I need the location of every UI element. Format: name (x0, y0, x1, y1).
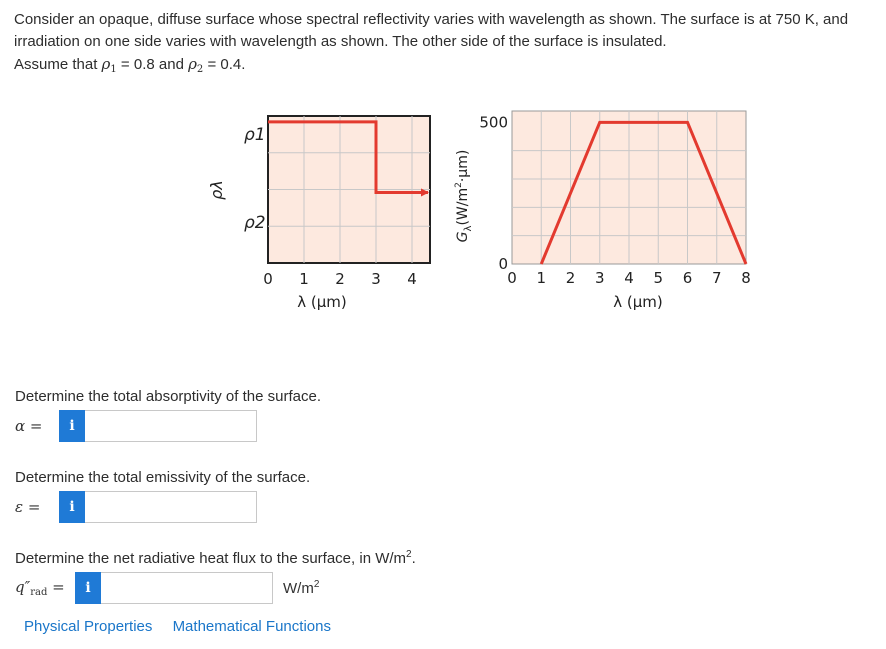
y-tick-rho2: ρ2 (244, 213, 266, 233)
info-icon[interactable]: i (59, 491, 85, 523)
x-tick-label: 0 (263, 270, 273, 288)
heat-flux-unit: $W/m^2$ (283, 579, 320, 597)
x-tick-label: 2 (335, 270, 345, 288)
x-tick-label: 8 (741, 269, 751, 287)
problem-statement (14, 9, 880, 81)
mathematical-functions-link[interactable]: Mathematical Functions (172, 618, 331, 635)
heat-flux-input[interactable] (101, 572, 273, 604)
answer-row-emissivity (15, 490, 257, 524)
question-emissivity: Determine the total emissivity of the surface. (15, 469, 311, 486)
x-tick-label: 7 (711, 269, 722, 287)
emissivity-input[interactable] (85, 491, 257, 523)
rho2-symbol: $\rho_2$ (188, 55, 204, 75)
physical-properties-link[interactable]: Physical Properties (24, 618, 153, 635)
x-tick-label: 1 (536, 269, 547, 287)
resource-links (24, 618, 347, 635)
answer-row-heat-flux (15, 571, 319, 605)
rho2-value: 0.4. (220, 56, 246, 73)
y-tick-label: 0 (498, 255, 508, 273)
rho1-value: 0.8 (133, 56, 155, 73)
question-absorptivity: Determine the total absorptivity of the surface. (15, 388, 321, 405)
y-tick-labels (479, 113, 508, 273)
alpha-label: α = (15, 417, 43, 435)
q-rad-label: $q''_{rad}$ = (15, 578, 65, 598)
x-tick-label: 0 (507, 269, 517, 287)
x-tick-label: 3 (371, 270, 381, 288)
x-tick-label: 1 (299, 270, 309, 288)
info-icon[interactable]: i (75, 572, 101, 604)
x-axis-label: λ (μm) (297, 293, 347, 311)
absorptivity-input[interactable] (85, 410, 257, 442)
x-tick-label: 4 (624, 269, 634, 287)
y-axis-label: ρλ (207, 180, 226, 200)
problem-assumption: Assume that $\rho_1 = 0.8$ and $\rho_2 = 0.4$. (14, 55, 246, 75)
y-tick-label: 500 (479, 113, 508, 132)
reflectivity-chart (200, 110, 440, 315)
rho1-symbol: $\rho_1$ (101, 55, 117, 75)
question-heat-flux: Determine the net radiative heat flux to the surface, in $W/m^2$. (15, 549, 416, 567)
x-tick-label: 6 (682, 269, 693, 287)
y-tick-rho1: ρ1 (244, 125, 266, 145)
info-icon[interactable]: i (59, 410, 85, 442)
x-axis-label: λ (μm) (613, 293, 663, 311)
x-tick-label: 2 (565, 269, 576, 287)
x-tick-label: 4 (407, 270, 417, 288)
x-tick-labels (263, 270, 417, 288)
x-tick-label: 3 (594, 269, 605, 287)
answer-row-absorptivity (15, 409, 257, 443)
x-tick-labels (507, 269, 751, 287)
epsilon-label: ε = (15, 498, 41, 516)
irradiation-chart (450, 108, 760, 318)
problem-description: Consider an opaque, diffuse surface whose spectral reflectivity varies with wavelength as shown. The surface is at 750 K, and irradiation on one side varies with wavelength as shown. The other side of the surface is insulated. (14, 11, 849, 50)
y-axis-label: $G_\lambda(W/m^2\cdot\mu m)$ (454, 149, 474, 243)
x-tick-label: 5 (653, 269, 664, 287)
